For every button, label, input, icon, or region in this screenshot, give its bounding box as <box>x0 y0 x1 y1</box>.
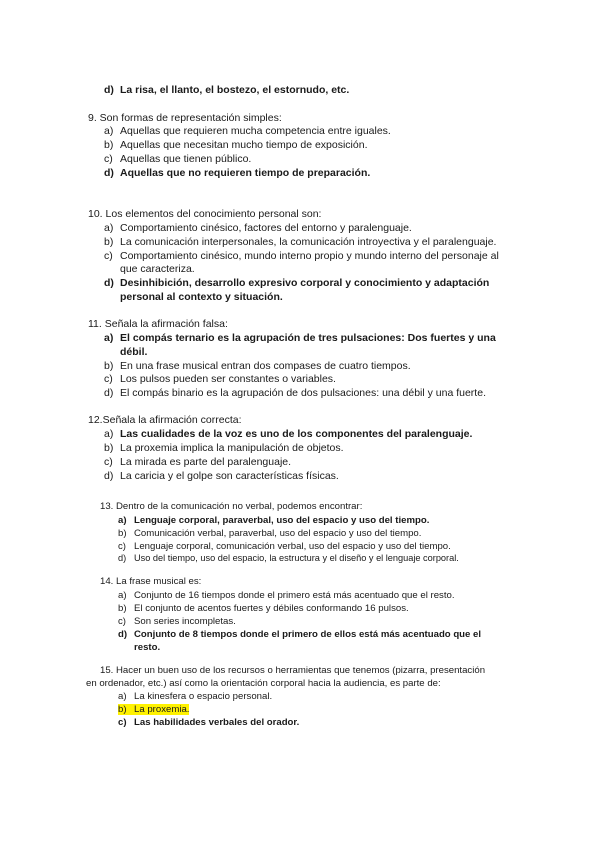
q9-option-d: d) Aquellas que no requieren tiempo de preparación. <box>104 167 371 179</box>
q12-option-d: d) La caricia y el golpe son características físicas. <box>104 470 339 482</box>
q10-option-b: b) La comunicación interpersonales, la comunicación introyectiva y el paralenguaje. <box>104 236 497 248</box>
q11-stem: 11. Señala la afirmación falsa: <box>88 318 228 330</box>
q14-option-a: a) Conjunto de 16 tiempos donde el primero está más acentuado que el resto. <box>118 590 455 601</box>
q12-option-a: a) Las cualidades de la voz es uno de los componentes del paralenguaje. <box>104 428 473 440</box>
q10-option-a: a) Comportamiento cinésico, factores del entorno y paralenguaje. <box>104 222 412 234</box>
q11-option-b: b) En una frase musical entran dos compases de cuatro tiempos. <box>104 360 411 372</box>
q15-option-c: c) Las habilidades verbales del orador. <box>118 717 300 728</box>
q15-option-b <box>118 703 189 716</box>
q12-option-b: b) La proxemia implica la manipulación de objetos. <box>104 442 344 454</box>
q13-option-c: c) Lenguaje corporal, comunicación verbal, uso del espacio y uso del tiempo. <box>118 541 451 552</box>
q11-option-a: a) El compás ternario es la agrupación de tres pulsaciones: Dos fuertes y una <box>104 332 496 344</box>
q10-option-d: d) Desinhibición, desarrollo expresivo corporal y conocimiento y adaptación <box>104 277 490 289</box>
q15-option-a: a) La kinesfera o espacio personal. <box>118 691 273 702</box>
q15-stem: 15. Hacer un buen uso de los recursos o herramientas que tenemos (pizarra, presentación <box>100 665 486 676</box>
q14-stem: 14. La frase musical es: <box>100 576 202 587</box>
q9-option-a: a) Aquellas que requieren mucha competencia entre iguales. <box>104 125 391 137</box>
q14-option-d-cont: resto. <box>134 642 161 653</box>
q12-option-c: c) La mirada es parte del paralenguaje. <box>104 456 292 468</box>
q9-option-b: b) Aquellas que necesitan mucho tiempo de exposición. <box>104 139 368 151</box>
q12-stem: 12.Señala la afirmación correcta: <box>88 414 242 426</box>
q9-option-c: c) Aquellas que tienen público. <box>104 153 252 165</box>
q8-option-d: d) La risa, el llanto, el bostezo, el estornudo, etc. <box>104 84 350 96</box>
q10-option-d-cont: personal al contexto y situación. <box>120 291 283 303</box>
q14-option-c: c) Son series incompletas. <box>118 616 236 627</box>
q10-option-c-cont: que caracteriza. <box>120 263 195 275</box>
q9-stem: 9. Son formas de representación simples: <box>88 112 282 124</box>
q14-option-b: b) El conjunto de acentos fuertes y débiles conformando 16 pulsos. <box>118 603 409 614</box>
highlighted-answer: b) La proxemia. <box>118 704 190 715</box>
q10-stem: 10. Los elementos del conocimiento personal son: <box>88 208 322 220</box>
q13-stem: 13. Dentro de la comunicación no verbal, podemos encontrar: <box>100 501 363 512</box>
q11-option-c: c) Los pulsos pueden ser constantes o variables. <box>104 373 336 385</box>
q10-option-c: c) Comportamiento cinésico, mundo interno propio y mundo interno del personaje al <box>104 250 499 262</box>
q11-option-d: d) El compás binario es la agrupación de dos pulsaciones: una débil y una fuerte. <box>104 387 486 399</box>
q11-option-a-cont: débil. <box>120 346 148 358</box>
q14-option-d: d) Conjunto de 8 tiempos donde el primero de ellos está más acentuado que el <box>118 629 482 640</box>
q13-option-b: b) Comunicación verbal, paraverbal, uso del espacio y uso del tiempo. <box>118 528 422 539</box>
q13-option-d: d) Uso del tiempo, uso del espacio, la estructura y el diseño y el lenguaje corporal. <box>118 553 459 563</box>
q13-option-a: a) Lenguaje corporal, paraverbal, uso del espacio y uso del tiempo. <box>118 515 430 526</box>
q15-stem-cont: en ordenador, etc.) así como la orientación corporal hacia la audiencia, es parte de: <box>86 678 441 689</box>
